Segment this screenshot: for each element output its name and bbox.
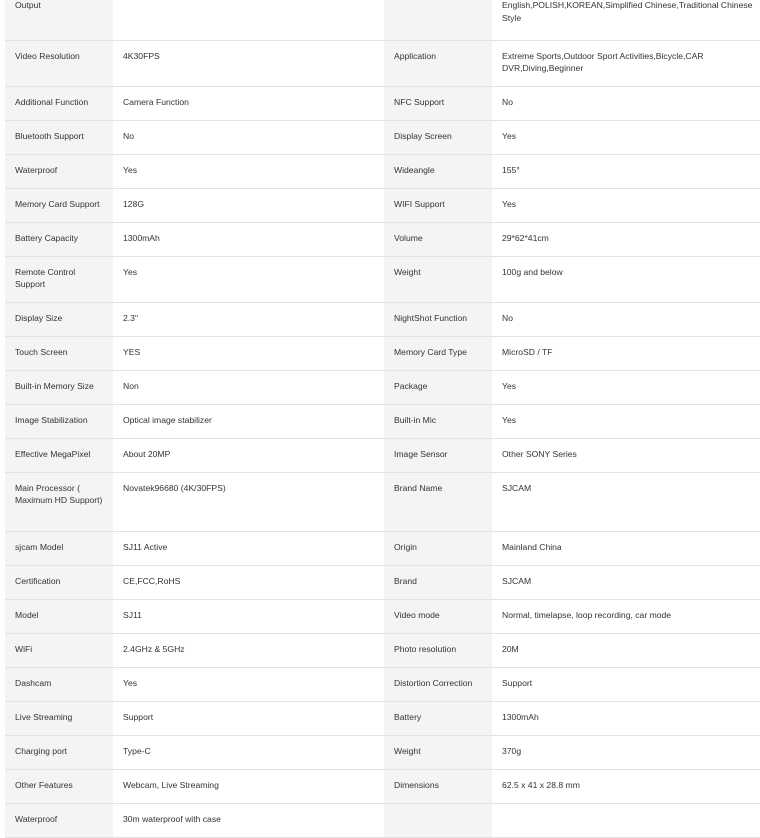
spec-value: 29*62*41cm [492, 222, 760, 256]
spec-key: Display Size [5, 302, 113, 336]
table-row [5, 120, 760, 154]
spec-value: Yes [492, 120, 760, 154]
spec-value: Non [113, 370, 384, 404]
spec-key: Brand Name [384, 472, 492, 531]
spec-key: Charging port [5, 735, 113, 769]
table-row [5, 404, 760, 438]
spec-key: Brand [384, 565, 492, 599]
spec-value: SJ11 [113, 599, 384, 633]
spec-value [113, 0, 384, 40]
spec-key: Waterproof [5, 803, 113, 837]
spec-key: Built-in Memory Size [5, 370, 113, 404]
spec-key: Weight [384, 735, 492, 769]
spec-key: Application [384, 40, 492, 86]
spec-key: Touch Screen [5, 336, 113, 370]
spec-value: YES [113, 336, 384, 370]
spec-value: 370g [492, 735, 760, 769]
spec-value: Optical image stabilizer [113, 404, 384, 438]
spec-value: 30m waterproof with case [113, 803, 384, 837]
spec-key: WIFI Support [384, 188, 492, 222]
spec-key: Built-in Mic [384, 404, 492, 438]
spec-key: Dashcam [5, 667, 113, 701]
spec-value: 1300mAh [113, 222, 384, 256]
spec-key: Volume [384, 222, 492, 256]
spec-value: About 20MP [113, 438, 384, 472]
spec-value: Yes [492, 404, 760, 438]
spec-key: Video Resolution [5, 40, 113, 86]
spec-key: Image Sensor [384, 438, 492, 472]
spec-value: Extreme Sports,Outdoor Sport Activities,Bicycle,CAR DVR,Diving,Beginner [492, 40, 760, 86]
spec-value: Yes [113, 256, 384, 302]
spec-value: SJCAM [492, 472, 760, 531]
table-row [5, 222, 760, 256]
spec-key: Memory Card Type [384, 336, 492, 370]
spec-key: Photo resolution [384, 633, 492, 667]
spec-value: MicroSD / TF [492, 336, 760, 370]
spec-value: No [492, 302, 760, 336]
spec-value: 20M [492, 633, 760, 667]
spec-value: 155° [492, 154, 760, 188]
table-row [5, 256, 760, 302]
spec-value: Webcam, Live Streaming [113, 769, 384, 803]
table-row [5, 188, 760, 222]
spec-key: WiFi [5, 633, 113, 667]
spec-key: Certification [5, 565, 113, 599]
spec-value: SJCAM [492, 565, 760, 599]
spec-value: 2.3" [113, 302, 384, 336]
spec-value: Normal, timelapse, loop recording, car mode [492, 599, 760, 633]
table-row [5, 0, 760, 40]
table-row [5, 86, 760, 120]
spec-value: Yes [492, 370, 760, 404]
spec-key: Weight [384, 256, 492, 302]
table-row [5, 803, 760, 837]
spec-key: Distortion Correction [384, 667, 492, 701]
spec-table [5, 0, 760, 838]
spec-key: Origin [384, 531, 492, 565]
spec-value: Yes [113, 667, 384, 701]
spec-key: Wideangle [384, 154, 492, 188]
table-row [5, 667, 760, 701]
table-row [5, 438, 760, 472]
spec-key: Dimensions [384, 769, 492, 803]
table-row [5, 633, 760, 667]
spec-value: Yes [113, 154, 384, 188]
spec-key: Waterproof [5, 154, 113, 188]
spec-value: English,POLISH,KOREAN,Simplified Chinese,Traditional Chinese Style [492, 0, 760, 40]
spec-value: 2.4GHz & 5GHz [113, 633, 384, 667]
spec-value: Support [492, 667, 760, 701]
table-row [5, 370, 760, 404]
spec-key: NightShot Function [384, 302, 492, 336]
spec-value: Support [113, 701, 384, 735]
spec-key: Remote Control Support [5, 256, 113, 302]
spec-key: Live Streaming [5, 701, 113, 735]
table-row [5, 40, 760, 86]
spec-key: Other Features [5, 769, 113, 803]
spec-key: NFC Support [384, 86, 492, 120]
spec-key: Output [5, 0, 113, 40]
table-row [5, 735, 760, 769]
table-row [5, 154, 760, 188]
spec-value: No [492, 86, 760, 120]
spec-key [384, 0, 492, 40]
table-row [5, 336, 760, 370]
spec-value: 128G [113, 188, 384, 222]
spec-value: 100g and below [492, 256, 760, 302]
table-row [5, 769, 760, 803]
spec-value: CE,FCC,RoHS [113, 565, 384, 599]
spec-value: SJ11 Active [113, 531, 384, 565]
spec-key: Additional Function [5, 86, 113, 120]
spec-value: 4K30FPS [113, 40, 384, 86]
spec-value: Camera Function [113, 86, 384, 120]
spec-key: Effective MegaPixel [5, 438, 113, 472]
spec-key: Package [384, 370, 492, 404]
spec-value [492, 803, 760, 837]
spec-key: Display Screen [384, 120, 492, 154]
table-row [5, 531, 760, 565]
spec-value: Type-C [113, 735, 384, 769]
spec-key: Battery Capacity [5, 222, 113, 256]
spec-value: No [113, 120, 384, 154]
spec-value: Novatek96680 (4K/30FPS) [113, 472, 384, 531]
spec-key: Model [5, 599, 113, 633]
table-row [5, 599, 760, 633]
spec-table-body [5, 0, 760, 837]
spec-value: 1300mAh [492, 701, 760, 735]
spec-key: Battery [384, 701, 492, 735]
table-row [5, 701, 760, 735]
table-row [5, 302, 760, 336]
spec-key [384, 803, 492, 837]
spec-key: Bluetooth Support [5, 120, 113, 154]
table-row [5, 472, 760, 531]
spec-key: sjcam Model [5, 531, 113, 565]
spec-key: Image Stabilization [5, 404, 113, 438]
spec-value: Yes [492, 188, 760, 222]
spec-value: Other SONY Series [492, 438, 760, 472]
spec-key: Memory Card Support [5, 188, 113, 222]
spec-key: Video mode [384, 599, 492, 633]
table-row [5, 565, 760, 599]
spec-value: Mainland China [492, 531, 760, 565]
spec-key: Main Processor ( Maximum HD Support) [5, 472, 113, 531]
spec-value: 62.5 x 41 x 28.8 mm [492, 769, 760, 803]
